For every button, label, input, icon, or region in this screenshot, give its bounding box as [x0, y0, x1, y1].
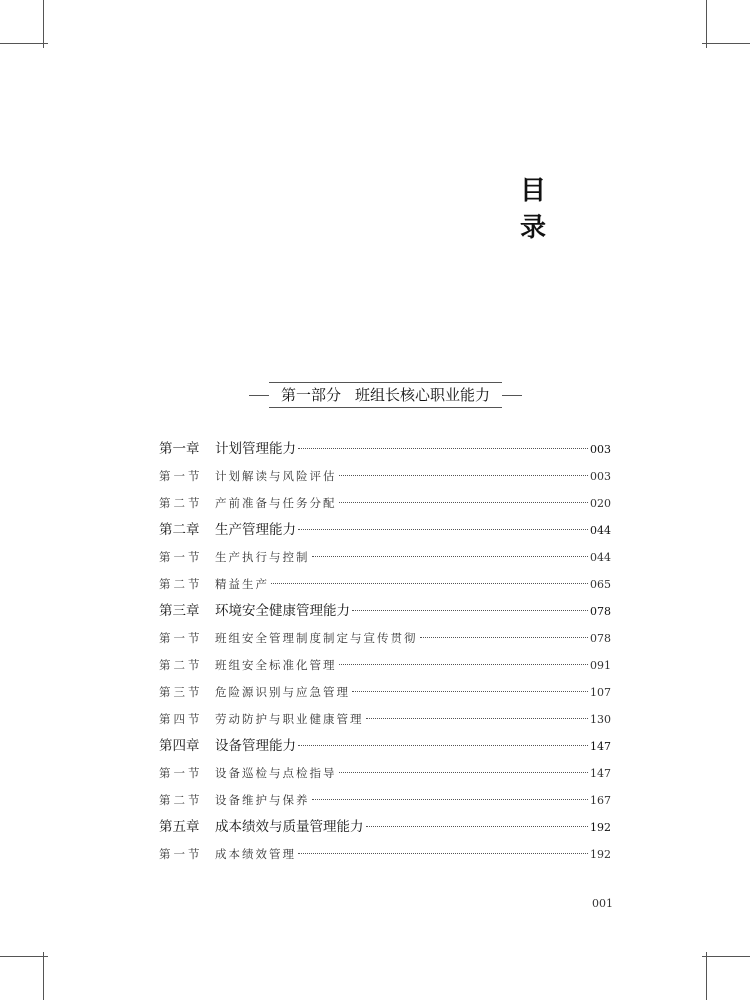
crop-mark-tr-h: [702, 43, 750, 44]
toc-entry-number: 第四节: [159, 712, 203, 726]
toc-leader-dots: [298, 528, 588, 530]
toc-entry-page: 078: [590, 632, 611, 645]
part-heading-rule-right: [502, 395, 522, 396]
toc-chapter-entry[interactable]: [159, 598, 611, 625]
toc-entry-number: 第三章: [159, 603, 200, 619]
toc-entry-title: 计划管理能力: [215, 441, 296, 457]
toc-entry-number: 第一节: [159, 631, 203, 645]
toc-leader-dots: [312, 798, 589, 800]
toc-entry-title: 环境安全健康管理能力: [215, 603, 350, 619]
toc-entry-page: 167: [590, 794, 611, 807]
toc-entry-title: 设备维护与保养: [215, 793, 310, 807]
toc-entry-number: 第一节: [159, 469, 203, 483]
toc-leader-dots: [339, 501, 589, 503]
toc-entry-number: 第二节: [159, 658, 203, 672]
toc-section-entry[interactable]: [159, 679, 611, 706]
toc-entry-page: 147: [590, 740, 611, 753]
toc-chapter-entry[interactable]: [159, 814, 611, 841]
toc-entry-title: 危险源识别与应急管理: [215, 685, 350, 699]
toc-section-entry[interactable]: [159, 652, 611, 679]
toc-leader-dots: [366, 717, 589, 719]
crop-mark-bl-h: [0, 956, 48, 957]
toc-entry-page: 147: [590, 767, 611, 780]
toc-entry-page: 003: [590, 443, 611, 456]
toc-entry-number: 第二节: [159, 496, 203, 510]
toc-entry-number: 第二节: [159, 793, 203, 807]
toc-entry-page: 044: [590, 524, 611, 537]
toc-entry-page: 020: [590, 497, 611, 510]
toc-leader-dots: [312, 555, 589, 557]
toc-leader-dots: [298, 744, 588, 746]
toc-chapter-entry[interactable]: [159, 517, 611, 544]
part-heading-rule-left: [249, 395, 269, 396]
toc-section-entry[interactable]: [159, 625, 611, 652]
toc-entry-title: 设备巡检与点检指导: [215, 766, 337, 780]
toc-leader-dots: [366, 825, 589, 827]
toc-entry-page: 003: [590, 470, 611, 483]
crop-mark-bl-v: [43, 952, 44, 1000]
toc-entry-title: 班组安全标准化管理: [215, 658, 337, 672]
toc-entry-number: 第一章: [159, 441, 200, 457]
part-heading: [249, 380, 522, 410]
toc-leader-dots: [352, 609, 588, 611]
toc-leader-dots: [298, 447, 588, 449]
crop-mark-tr-v: [706, 0, 707, 48]
toc-chapter-entry[interactable]: [159, 436, 611, 463]
toc-entry-number: 第三节: [159, 685, 203, 699]
toc-section-entry[interactable]: [159, 787, 611, 814]
toc-entry-title: 计划解读与风险评估: [215, 469, 337, 483]
toc-entry-title: 班组安全管理制度制定与宣传贯彻: [215, 631, 418, 645]
toc-entry-page: 091: [590, 659, 611, 672]
toc-entry-page: 192: [590, 821, 611, 834]
part-prefix: 第一部分: [280, 386, 341, 404]
crop-mark-tl-v: [43, 0, 44, 48]
part-heading-box: [269, 382, 502, 408]
page-number: 001: [592, 897, 613, 910]
toc-leader-dots: [352, 690, 588, 692]
toc-entry-title: 劳动防护与职业健康管理: [215, 712, 364, 726]
toc-entry-page: 065: [590, 578, 611, 591]
toc-section-entry[interactable]: [159, 760, 611, 787]
crop-mark-tl-h: [0, 43, 48, 44]
toc-leader-dots: [298, 852, 588, 854]
toc-entry-title: 生产执行与控制: [215, 550, 310, 564]
toc-entry-page: 130: [590, 713, 611, 726]
toc-entry-number: 第四章: [159, 738, 200, 754]
toc-entry-title: 设备管理能力: [215, 738, 296, 754]
part-name: 班组长核心职业能力: [355, 386, 491, 404]
toc-section-entry[interactable]: [159, 463, 611, 490]
toc-entry-page: 044: [590, 551, 611, 564]
toc-entry-number: 第一节: [159, 550, 203, 564]
toc-entry-number: 第一节: [159, 847, 203, 861]
toc-entry-page: 078: [590, 605, 611, 618]
toc-entry-title: 成本绩效管理: [215, 847, 296, 861]
toc-section-entry[interactable]: [159, 571, 611, 598]
toc-entry-title: 成本绩效与质量管理能力: [215, 819, 364, 835]
toc-entry-number: 第二章: [159, 522, 200, 538]
page-title: 目 录: [520, 176, 569, 243]
toc-entry-title: 生产管理能力: [215, 522, 296, 538]
toc-leader-dots: [339, 663, 589, 665]
toc-entry-page: 107: [590, 686, 611, 699]
toc-section-entry[interactable]: [159, 544, 611, 571]
toc-leader-dots: [420, 636, 589, 638]
toc-leader-dots: [271, 582, 588, 584]
toc-leader-dots: [339, 474, 589, 476]
crop-mark-br-h: [702, 956, 750, 957]
toc-section-entry[interactable]: [159, 841, 611, 868]
toc-entry-title: 精益生产: [215, 577, 269, 591]
toc-entry-number: 第一节: [159, 766, 203, 780]
toc-chapter-entry[interactable]: [159, 733, 611, 760]
toc-section-entry[interactable]: [159, 706, 611, 733]
toc-section-entry[interactable]: [159, 490, 611, 517]
crop-mark-br-v: [706, 952, 707, 1000]
toc-entry-title: 产前准备与任务分配: [215, 496, 337, 510]
toc-entry-number: 第二节: [159, 577, 203, 591]
table-of-contents: [159, 436, 611, 868]
toc-entry-number: 第五章: [159, 819, 200, 835]
toc-leader-dots: [339, 771, 589, 773]
toc-entry-page: 192: [590, 848, 611, 861]
